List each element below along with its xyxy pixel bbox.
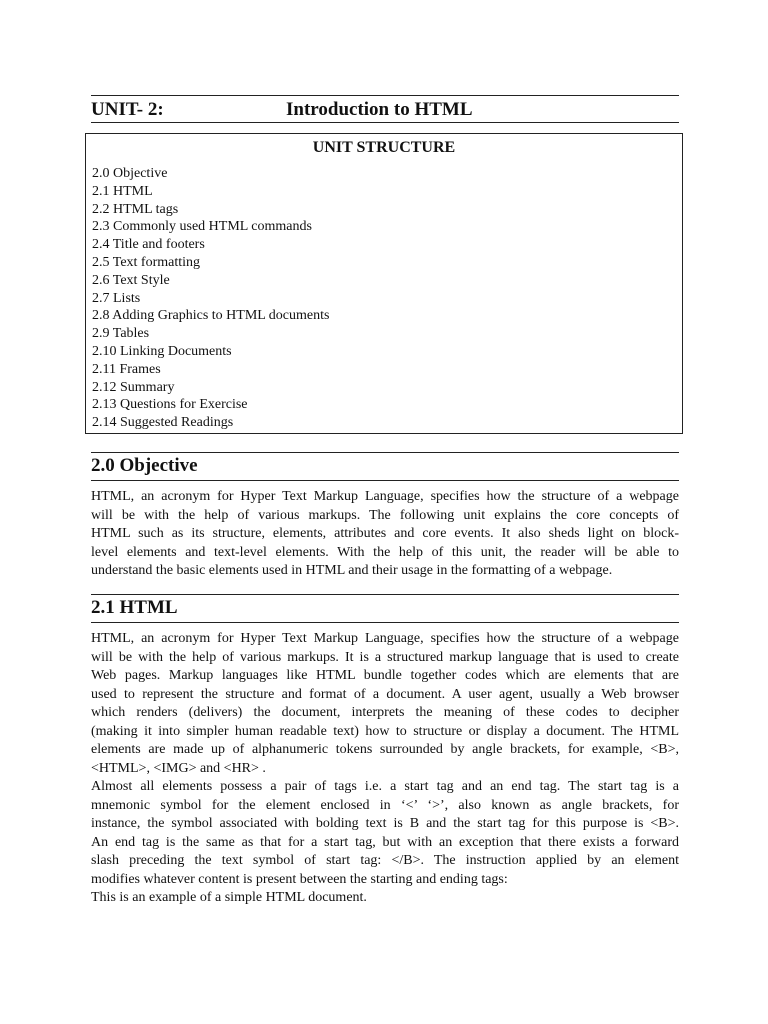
text-line: An end tag is the same as that for a start tag, but with an exception that there exists a forward bbox=[91, 834, 679, 850]
toc-item: 2.7 Lists bbox=[92, 290, 141, 306]
html-paragraph-2 bbox=[91, 778, 679, 889]
toc-item: 2.8 Adding Graphics to HTML documents bbox=[92, 308, 330, 324]
toc-item: 2.6 Text Style bbox=[92, 272, 170, 288]
unit-number: UNIT- 2: bbox=[91, 99, 164, 120]
toc-item: 2.11 Frames bbox=[92, 361, 161, 377]
html-section-heading: 2.1 HTML bbox=[91, 597, 178, 618]
text-line: elements are made up of alphanumeric tokens surrounded by angle brackets, for example, <B>, bbox=[91, 742, 679, 757]
toc-item: 2.14 Suggested Readings bbox=[92, 415, 234, 431]
objective-section bbox=[91, 453, 679, 479]
toc-item: 2.10 Linking Documents bbox=[92, 343, 232, 359]
text-line: modifies whatever content is present between the starting and ending tags: bbox=[91, 871, 508, 887]
text-line: slash preceding the text symbol of start tag: </B>. The instruction applied by an element bbox=[91, 853, 679, 868]
text-line: HTML such as its structure, elements, attributes and core events. It also sheds light on block- bbox=[91, 526, 679, 541]
text-line: This is an example of a simple HTML document. bbox=[91, 890, 367, 905]
top-rule bbox=[91, 95, 679, 96]
html-paragraph-1 bbox=[91, 630, 679, 778]
objective-heading: 2.0 Objective bbox=[91, 455, 198, 476]
text-line: will be with the help of various markups. The following unit explains the core concepts of bbox=[91, 507, 679, 523]
unit-title-text: Introduction to HTML bbox=[286, 99, 473, 120]
objective-paragraph bbox=[91, 488, 679, 581]
unit-structure-list bbox=[92, 165, 682, 432]
text-line: HTML, an acronym for Hyper Text Markup Language, specifies how the structure of a webpage bbox=[91, 631, 679, 646]
toc-item: 2.3 Commonly used HTML commands bbox=[92, 219, 312, 235]
text-line: <HTML>, <IMG> and <HR> . bbox=[91, 760, 266, 776]
toc-item: 2.1 HTML bbox=[92, 183, 153, 199]
toc-item: 2.9 Tables bbox=[92, 326, 150, 342]
text-line: instance, the symbol associated with bolding text is B and the start tag for this purpose is <B>. bbox=[91, 816, 679, 831]
unit-title bbox=[91, 99, 679, 121]
unit-structure-heading: UNIT STRUCTURE bbox=[312, 139, 456, 156]
html-section bbox=[91, 595, 679, 621]
html-paragraph-3 bbox=[91, 889, 679, 908]
toc-item: 2.12 Summary bbox=[92, 379, 175, 395]
toc-item: 2.2 HTML tags bbox=[92, 201, 179, 217]
text-line: which renders (delivers) the document, interprets the meaning of these codes to decipher bbox=[91, 705, 679, 720]
text-line: will be with the help of various markups. It is a structured markup language that is used to create bbox=[91, 649, 679, 665]
text-line: understand the basic elements used in HTML and their usage in the formatting of a webpage. bbox=[91, 563, 613, 578]
text-line: used to represent the structure and format of a document. A user agent, usually a Web browser bbox=[91, 686, 679, 702]
toc-item: 2.13 Questions for Exercise bbox=[92, 397, 248, 413]
text-line: mnemonic symbol for the element enclosed in ‘<’ ‘>’, also known as angle brackets, for bbox=[91, 797, 679, 813]
objective-bottom-rule bbox=[91, 480, 679, 481]
html-section-bottom-rule bbox=[91, 622, 679, 623]
text-line: Almost all elements possess a pair of tags i.e. a start tag and an end tag. The start tag is a bbox=[91, 779, 679, 794]
text-line: level elements and text-level elements. With the help of this unit, the reader will be able to bbox=[91, 544, 679, 560]
text-line: HTML, an acronym for Hyper Text Markup Language, specifies how the structure of a webpage bbox=[91, 489, 679, 504]
unit-structure-box bbox=[85, 133, 683, 434]
objective-body bbox=[91, 488, 679, 581]
text-line: Web pages. Markup languages like HTML bundle together codes which are elements that are bbox=[91, 668, 679, 683]
toc-item: 2.0 Objective bbox=[92, 166, 168, 181]
text-line: (making it into simpler human readable text) how to structure or display a document. The HTML bbox=[91, 723, 679, 739]
toc-item: 2.5 Text formatting bbox=[92, 254, 201, 270]
toc-item: 2.4 Title and footers bbox=[92, 237, 205, 253]
html-section-body bbox=[91, 630, 679, 908]
unit-title-underline bbox=[91, 122, 679, 123]
